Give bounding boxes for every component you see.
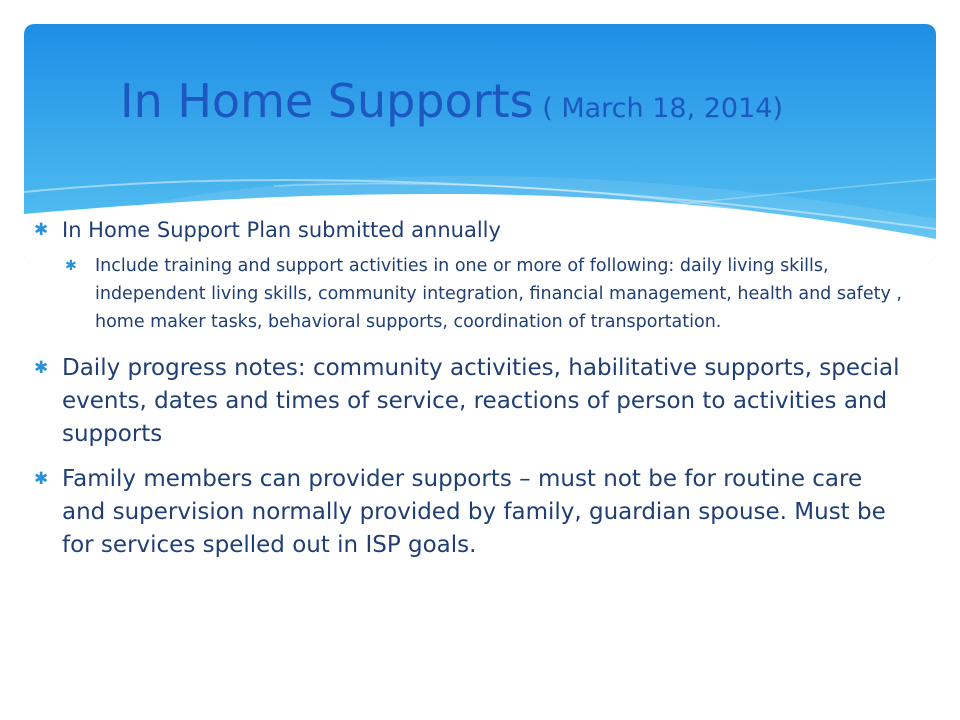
bullet-list — [30, 214, 910, 574]
asterisk-bullet-icon: ✱ — [65, 258, 77, 274]
bullet-text: In Home Support Plan submitted annually — [62, 218, 501, 242]
list-item — [30, 463, 910, 562]
bullet-text: Daily progress notes: community activities, habilitative supports, special events, dates and times of service, reactions of person to activities and supports — [62, 355, 900, 447]
asterisk-bullet-icon: ✱ — [34, 358, 49, 378]
bullet-text: Include training and support activities in one or more of following: daily living skills, independent living skills, community integration, financial management, health and safety , home maker tasks, behavioral supports, coordination of transportation. — [95, 256, 902, 332]
slide-title — [120, 72, 900, 138]
list-item — [30, 352, 910, 451]
title-main: In Home Supports — [120, 74, 534, 128]
asterisk-bullet-icon: ✱ — [34, 220, 49, 240]
list-item — [30, 214, 910, 246]
list-item — [30, 252, 910, 336]
asterisk-bullet-icon: ✱ — [34, 469, 49, 489]
bullet-text: Family members can provider supports – must not be for routine care and supervision normally provided by family, guardian spouse. Must be for services spelled out in ISP goals. — [62, 466, 886, 558]
title-date: ( March 18, 2014) — [533, 93, 783, 124]
